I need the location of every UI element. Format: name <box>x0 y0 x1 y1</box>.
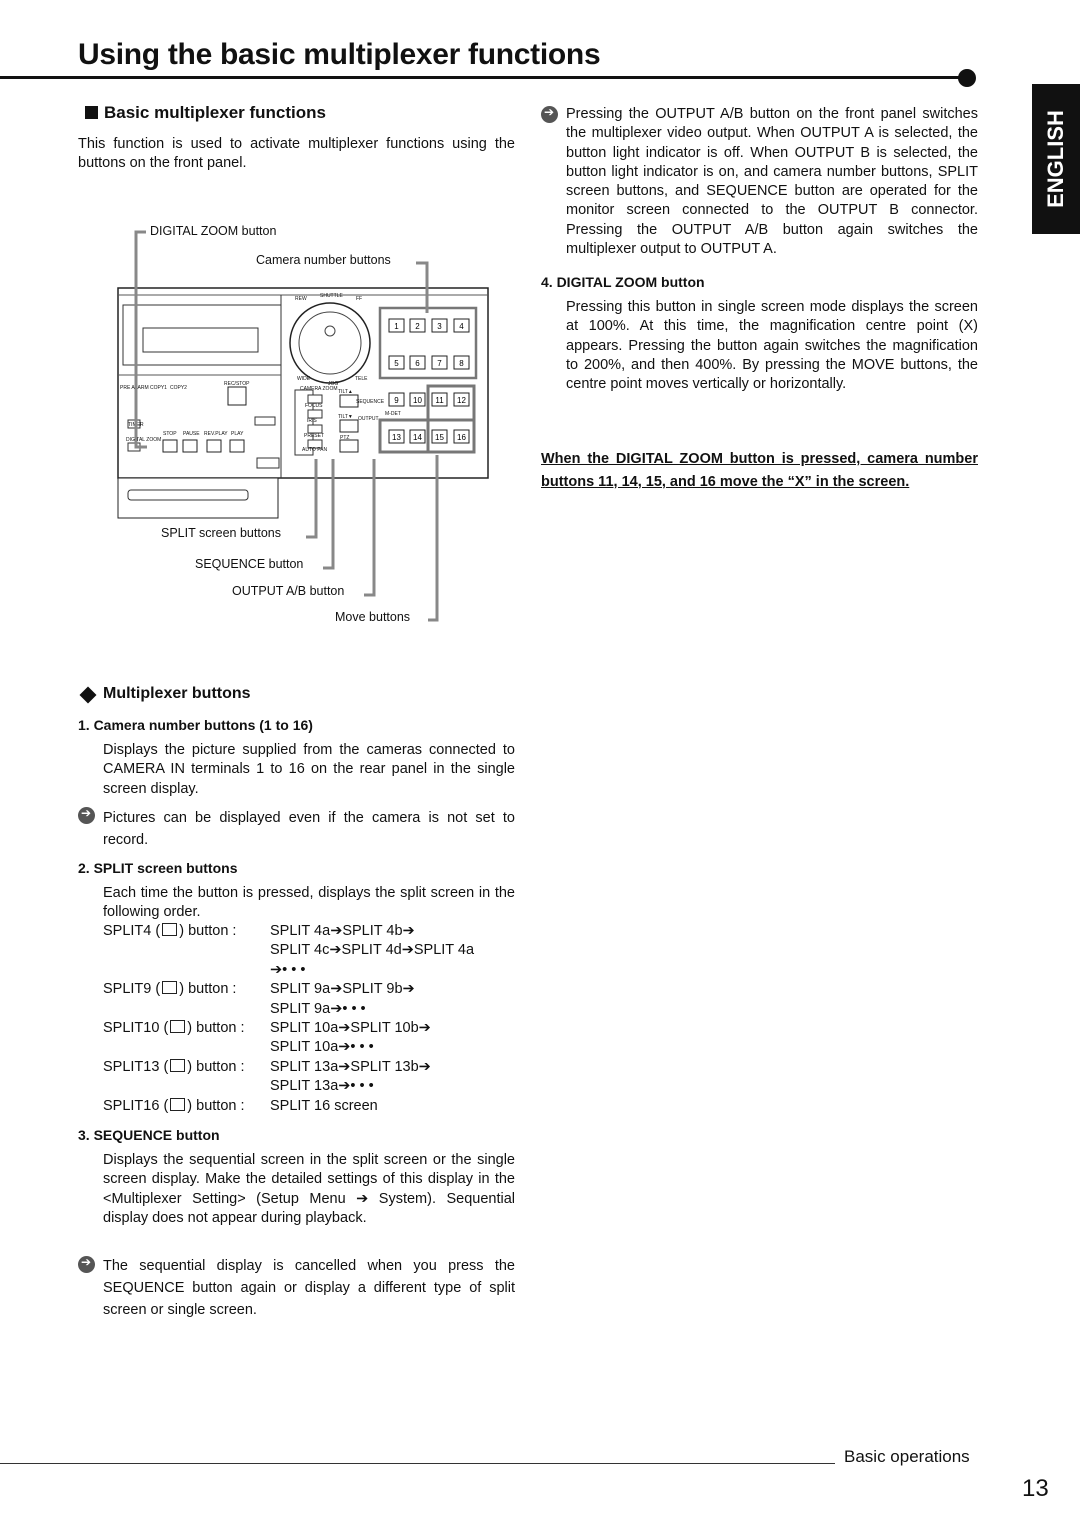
split-grid-icon <box>162 981 177 994</box>
split-sequence <box>270 922 474 980</box>
section2-heading: Multiplexer buttons <box>103 685 251 702</box>
panel-label-play: PLAY <box>231 431 244 437</box>
panel-label-rew: REW <box>295 296 307 302</box>
note-icon <box>78 807 95 824</box>
item3-note: The sequential display is cancelled when you press the SEQUENCE button again or display a different type of split screen or single screen. <box>103 1258 515 1318</box>
split-button-name: SPLIT16 ( <box>103 1097 169 1114</box>
front-panel-diagram <box>0 215 540 635</box>
panel-label-pre-alarm: PRE ALARM <box>120 385 149 391</box>
item1-title: 1. Camera number buttons (1 to 16) <box>78 717 313 733</box>
split-button-name: SPLIT13 ( <box>103 1058 169 1075</box>
split-sequence-line: SPLIT 4a➔SPLIT 4b➔ <box>270 923 415 939</box>
split-row-label <box>103 1097 270 1116</box>
section-diamond-icon <box>80 687 97 704</box>
panel-label-tilt-up: TILT▲ <box>338 389 353 395</box>
split-sequence <box>270 1058 431 1097</box>
panel-label-sequence: SEQUENCE <box>356 399 385 405</box>
footer-rule <box>0 1463 835 1464</box>
footer-section: Basic operations <box>844 1447 970 1466</box>
item4-body: Pressing this button in single screen mode displays the screen at 100%. At this time, the magnification centre point (X) appears. Pressing the button again switches the magnification to 200%, and then 400%. By pressing the MOVE buttons, the centre point moves vertically or horizontally. <box>566 299 978 393</box>
split-button-name: SPLIT4 ( <box>103 923 161 939</box>
split-row <box>103 980 523 1019</box>
panel-label-tele: TELE <box>355 376 368 382</box>
split-button-suffix: ) button : <box>187 1097 245 1114</box>
camera-key-label: 14 <box>413 433 422 442</box>
panel-label-rec-stop: REC/STOP <box>224 381 250 387</box>
panel-label-camera-zoom: CAMERA ZOOM <box>300 386 338 392</box>
split-sequence-line: SPLIT 9a➔• • • <box>270 1000 366 1017</box>
callout-digital-zoom: DIGITAL ZOOM button <box>150 224 277 238</box>
camera-key-label: 11 <box>435 396 444 405</box>
split-button-suffix: ) button : <box>187 1020 245 1037</box>
split-button-suffix: ) button : <box>187 1058 245 1075</box>
callout-move: Move buttons <box>335 610 411 624</box>
split-grid-icon <box>170 1059 185 1072</box>
camera-key-label: 12 <box>457 396 466 405</box>
camera-key-label: 4 <box>459 322 464 331</box>
split-sequence-line: SPLIT 4c➔SPLIT 4d➔SPLIT 4a <box>270 942 475 959</box>
title-rule <box>0 76 966 79</box>
split-row-label <box>103 1019 270 1058</box>
output-note: Pressing the OUTPUT A/B button on the front panel switches the multiplexer video output. When OUTPUT A is selected, the button light indicator is off. When OUTPUT B is selected, the button light indicator is on, and camera number buttons, SPLIT screen buttons, and SEQUENCE button are operated for the monitor screen connected to the OUTPUT B connector. Pressing the OUTPUT A/B button again switches the multiplexer output to OUTPUT A. <box>566 106 978 258</box>
item2-body: Each time the button is pressed, displays the split screen in the following order. <box>103 885 515 921</box>
split-row <box>103 1097 523 1116</box>
note-icon <box>78 1256 95 1273</box>
panel-label-ff: FF <box>356 296 363 302</box>
split-sequence-line: ➔• • • <box>270 961 306 978</box>
camera-key-label: 10 <box>413 396 422 405</box>
camera-key-label: 16 <box>457 433 466 442</box>
split-order-table <box>103 922 523 1116</box>
split-row <box>103 922 523 980</box>
panel-label-jog: JOG <box>328 381 339 387</box>
panel-label-m-det: M-DET <box>385 411 401 417</box>
panel-label-tilt-down: TILT▼ <box>338 414 353 420</box>
panel-label-rev-play: REV.PLAY <box>204 431 228 437</box>
panel-label-digital-zoom: DIGITAL ZOOM <box>126 437 162 443</box>
callout-camera-number: Camera number buttons <box>256 253 391 267</box>
section-square-icon <box>85 106 98 119</box>
panel-label-output: OUTPUT <box>358 416 379 422</box>
item1-body: Displays the picture supplied from the cameras connected to CAMERA IN terminals 1 to 16 on the rear panel in the single screen display. <box>103 742 515 797</box>
split-grid-icon <box>170 1098 185 1111</box>
item4-title: 4. DIGITAL ZOOM button <box>541 274 705 290</box>
digital-zoom-warning: When the DIGITAL ZOOM button is pressed, camera number buttons 11, 14, 15, and 16 move the “X” in the screen. <box>541 451 978 490</box>
camera-key-label: 6 <box>415 359 420 368</box>
camera-key-label: 5 <box>394 359 399 368</box>
page-title: Using the basic multiplexer functions <box>78 38 601 71</box>
panel-label-preset: PRESET <box>304 433 325 439</box>
panel-label-iris: IRIS <box>307 418 317 424</box>
split-button-name: SPLIT9 ( <box>103 981 161 998</box>
camera-key-label: 3 <box>437 322 442 331</box>
split-sequence-line: SPLIT 9a➔SPLIT 9b➔ <box>270 981 415 998</box>
front-panel-illustration <box>0 215 540 635</box>
camera-key-label: 15 <box>435 433 444 442</box>
item3-body: Displays the sequential screen in the split screen or the single screen display. Make the detailed settings of this display in the <Multiplexer Setting> (Setup Menu ➔ System). Sequential display does not appear during playback. <box>103 1152 515 1226</box>
callout-sequence: SEQUENCE button <box>195 557 304 571</box>
panel-label-wide: WIDE <box>297 376 311 382</box>
split-sequence <box>270 980 415 1019</box>
title-rule-dot <box>958 69 976 87</box>
panel-label-focus: FOCUS <box>305 403 323 409</box>
split-sequence-line: SPLIT 16 screen <box>270 1097 378 1114</box>
split-button-suffix: ) button : <box>179 923 237 939</box>
split-sequence-line: SPLIT 10a➔SPLIT 10b➔ <box>270 1020 431 1037</box>
split-sequence <box>270 1097 378 1116</box>
panel-label-stop: STOP <box>163 431 177 437</box>
item3-title: 3. SEQUENCE button <box>78 1127 220 1143</box>
section-intro: This function is used to activate multiplexer functions using the buttons on the front panel. <box>78 136 515 172</box>
language-tab <box>1032 84 1080 234</box>
split-row <box>103 1058 523 1097</box>
split-row-label <box>103 922 270 980</box>
item1-note: Pictures can be displayed even if the camera is not set to record. <box>103 810 515 848</box>
panel-label-timer: TIMER <box>128 422 144 428</box>
split-button-name: SPLIT10 ( <box>103 1020 169 1037</box>
split-sequence-line: SPLIT 13a➔• • • <box>270 1078 374 1095</box>
split-grid-icon <box>162 923 177 936</box>
panel-label-pause: PAUSE <box>183 431 200 437</box>
camera-key-label: 13 <box>392 433 401 442</box>
page-number: 13 <box>1022 1475 1049 1502</box>
split-grid-icon <box>170 1020 185 1033</box>
panel-label-copy1: COPY1 <box>150 385 167 391</box>
camera-key-label: 7 <box>437 359 442 368</box>
panel-label-copy2: COPY2 <box>170 385 187 391</box>
camera-key-label: 1 <box>394 322 399 331</box>
section-heading: Basic multiplexer functions <box>104 103 326 122</box>
split-row-label <box>103 980 270 1019</box>
camera-key-label: 9 <box>394 396 399 405</box>
split-button-suffix: ) button : <box>179 981 237 998</box>
split-sequence-line: SPLIT 10a➔• • • <box>270 1039 374 1056</box>
callout-split-screen: SPLIT screen buttons <box>161 526 281 540</box>
panel-label-auto-pan: AUTO PAN <box>302 447 328 453</box>
note-icon <box>541 106 558 123</box>
split-row-label <box>103 1058 270 1097</box>
panel-label-ptz: PTZ <box>340 435 350 441</box>
camera-key-label: 2 <box>415 322 420 331</box>
split-sequence <box>270 1019 431 1058</box>
split-sequence-line: SPLIT 13a➔SPLIT 13b➔ <box>270 1058 431 1075</box>
camera-key-label: 8 <box>459 359 464 368</box>
item2-title: 2. SPLIT screen buttons <box>78 860 238 876</box>
callout-output-ab: OUTPUT A/B button <box>232 584 345 598</box>
language-tab-label: ENGLISH <box>1043 110 1068 208</box>
panel-label-shuttle: SHUTTLE <box>320 293 343 299</box>
split-row <box>103 1019 523 1058</box>
